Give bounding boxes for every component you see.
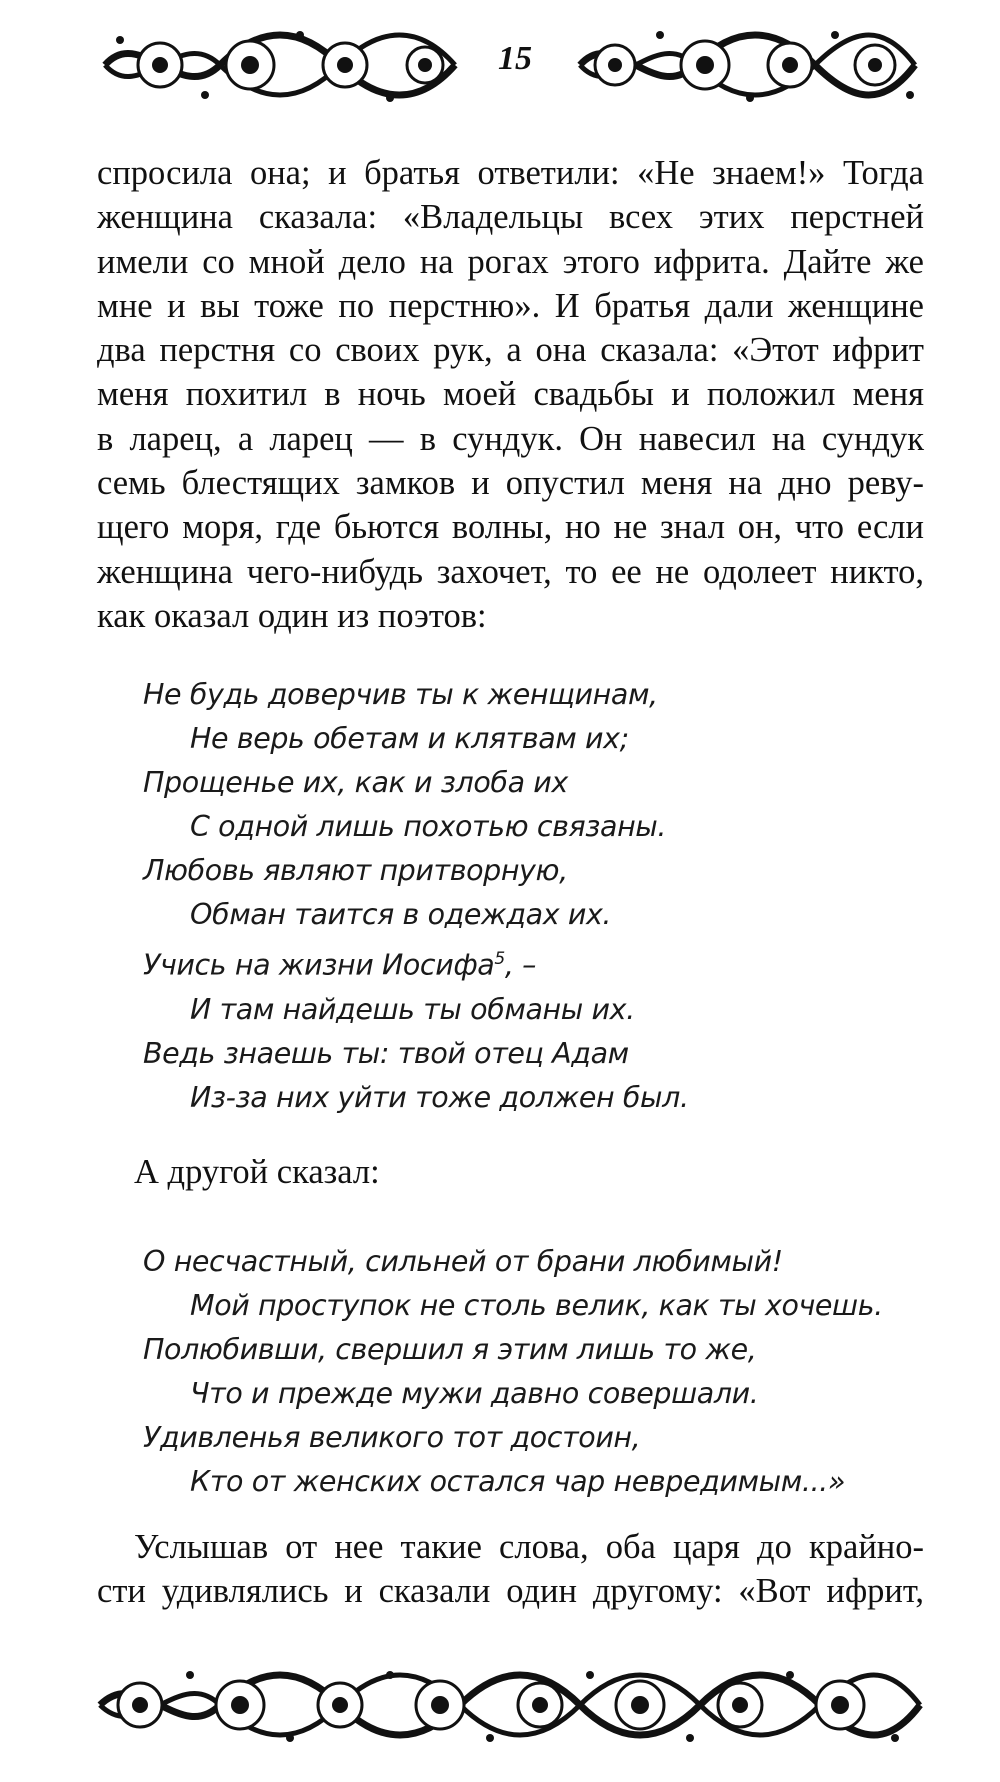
- verse-line: Обман таится в одеждах их.: [190, 898, 612, 931]
- verse-line: Из-за них уйти тоже должен был.: [190, 1080, 689, 1114]
- verse-line: Мой проступок не столь велик, как ты хочешь.: [190, 1289, 883, 1322]
- verse-line-text: Учись на жизни Иосифа: [143, 948, 495, 982]
- text-line: женщина сказала: «Владельцы всех этих перстней: [97, 198, 924, 237]
- text-line: мне и вы тоже по перстню». И братья дали женщине: [97, 286, 924, 325]
- prose-paragraph-2: [97, 1525, 924, 1614]
- verse-line: И там найдешь ты обманы их.: [190, 992, 635, 1026]
- text-line: семь блестящих замков и опустил меня на дно реву-: [97, 464, 924, 503]
- text-line: меня похитил в ночь моей свадьбы и положил меня: [97, 375, 924, 414]
- page-number: 15: [498, 40, 532, 77]
- text-line: два перстня со своих рук, а она сказала: «Этот ифрит: [97, 331, 924, 370]
- text-line: имели со мной дело на рогах этого ифрита. Дайте же: [97, 242, 924, 281]
- text-line: Услышав от нее такие слова, оба царя до крайно-: [134, 1528, 924, 1566]
- text-line: щего моря, где бьются волны, но не знал он, что если: [97, 508, 924, 547]
- text-line: женщина чего-нибудь захочет, то ее не одолеет никто,: [97, 552, 924, 591]
- poem-2: [143, 1240, 923, 1504]
- text-line: в ларец, а ларец — в сундук. Он навесил на сундук: [97, 419, 924, 458]
- text-line: сти удивлялись и сказали один другому: «Вот ифрит,: [97, 1572, 924, 1611]
- verse-line: Удивленья великого тот достоин,: [143, 1421, 641, 1454]
- verse-line: Не будь доверчив ты к женщинам,: [143, 678, 658, 711]
- verse-line: Ведь знаешь ты: твой отец Адам: [143, 1036, 629, 1070]
- verse-line: Что и прежде мужи давно совершали.: [190, 1377, 759, 1410]
- verse-line: Не верь обетам и клятвам их;: [190, 722, 629, 755]
- verse-line-with-footnote: [143, 937, 923, 988]
- verse-line: Прощенье их, как и злоба их: [143, 766, 568, 799]
- verse-line: Кто от женских остался чар невредимым...»: [190, 1465, 846, 1498]
- footnote-mark: 5: [494, 949, 505, 969]
- verse-line: Полюбивши, свершил я этим лишь то же,: [143, 1333, 757, 1366]
- verse-line: С одной лишь похотью связаны.: [190, 810, 667, 843]
- floral-border-ornament-top-right: [575, 20, 920, 110]
- poem-intro: А другой сказал:: [134, 1153, 380, 1191]
- prose-paragraph-1: [97, 151, 924, 638]
- floral-border-ornament-top-left: [100, 20, 460, 110]
- text-line: как оказал один из поэтов:: [97, 596, 487, 635]
- verse-line-tail: , –: [504, 948, 537, 982]
- verse-line: Любовь являют притворную,: [143, 854, 568, 887]
- text-line: спросила она; и братья ответили: «Не знаем!» Тогда: [97, 154, 924, 192]
- floral-border-ornament-bottom: [95, 1660, 925, 1750]
- verse-line: О несчастный, сильней от брани любимый!: [143, 1245, 783, 1278]
- poem-1: [143, 673, 923, 1120]
